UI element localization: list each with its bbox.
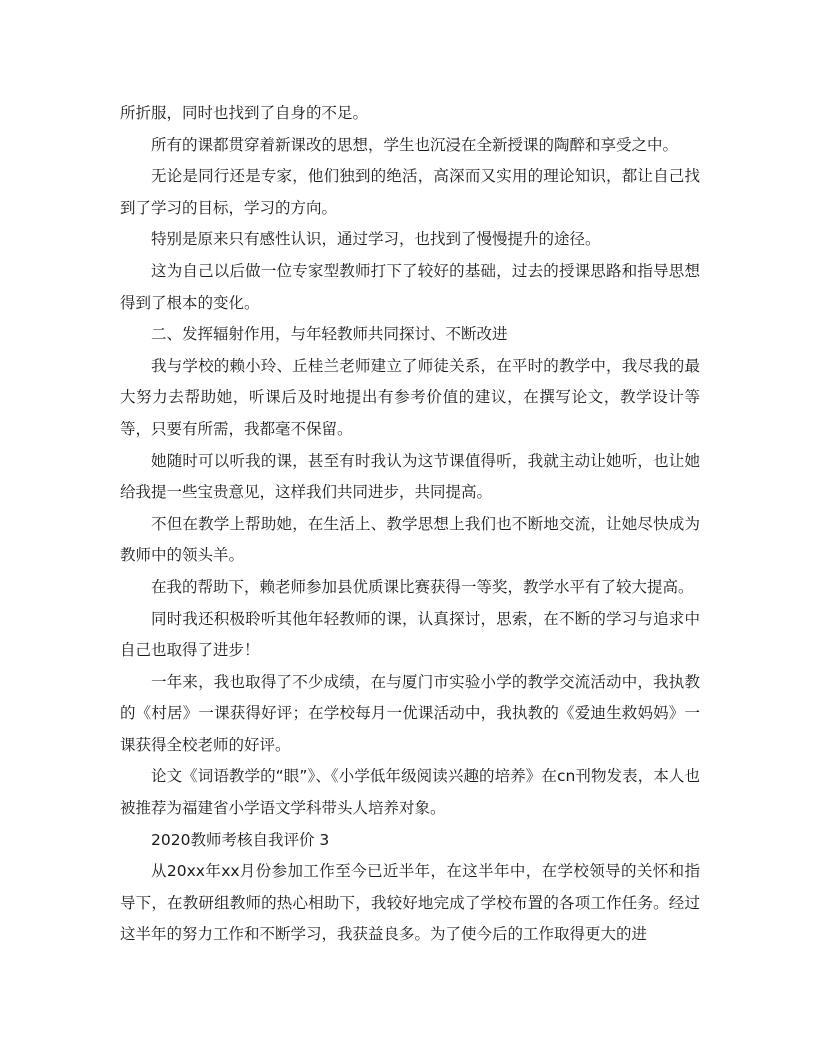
paragraph: 不但在教学上帮助她，在生活上、教学思想上我们也不断地交流，让她尽快成为教师中的领头羊。 — [120, 514, 700, 565]
paragraph: 这为自己以后做一位专家型教师打下了较好的基础，过去的授课思路和指导思想得到了根本的变化。 — [120, 261, 700, 312]
paragraph: 在我的帮助下，赖老师参加县优质课比赛获得一等奖，教学水平有了较大提高。 — [151, 577, 694, 596]
paragraph: 无论是同行还是专家，他们独到的绝活，高深而又实用的理论知识，都让自己找到了学习的目标，学习的方向。 — [120, 167, 700, 217]
paragraph: 特别是原来只有感性认识，通过学习，也找到了慢慢提升的途径。 — [151, 230, 601, 249]
paragraph-continuation: 所折服，同时也找到了自身的不足。 — [120, 104, 369, 122]
paragraph: 一年来，我也取得了不少成绩，在与厦门市实验小学的教学交流活动中，我执教的《村居》一课获得好评；在学校每月一优课活动中，我执教的《爱迪生救妈妈》一课获得全校老师的好评。 — [120, 672, 700, 754]
paragraph: 所有的课都贯穿着新课改的思想，学生也沉浸在全新授课的陶醉和享受之中。 — [151, 135, 679, 154]
paragraph: 同时我还积极聆听其他年轻教师的课，认真探讨，思索，在不断的学习与追求中自己也取得了进步！ — [120, 609, 700, 660]
paragraph: 她随时可以听我的课，甚至有时我认为这节课值得听，我就主动让她听，也让她给我提一些宝贵意见，这样我们共同进步，共同提高。 — [120, 451, 700, 502]
paragraph: 论文《词语教学的“眼”》、《小学低年级阅读兴趣的培养》在cn刊物发表，本人也被推荐为福建省小学语文学科带头人培养对象。 — [120, 767, 700, 818]
paragraph: 我与学校的赖小玲、丘桂兰老师建立了师徒关系，在平时的教学中，我尽我的最大努力去帮助她，听课后及时地提出有参考价值的建议，在撰写论文，教学设计等等，只要有所需，我都毫不保留。 — [120, 356, 700, 438]
document-body — [120, 98, 700, 951]
section-heading: 二、发挥辐射作用，与年轻教师共同探讨、不断改进 — [151, 325, 508, 344]
paragraph: 从20xx年xx月份参加工作至今已近半年，在这半年中，在学校领导的关怀和指导下，在教研组教师的热心相助下，我较好地完成了学校布置的各项工作任务。经过这半年的努力工作和不断学习，我获益良多。为了使今后的工作取得更大的进 — [120, 862, 700, 944]
article-title: 2020教师考核自我评价 3 — [151, 830, 330, 849]
